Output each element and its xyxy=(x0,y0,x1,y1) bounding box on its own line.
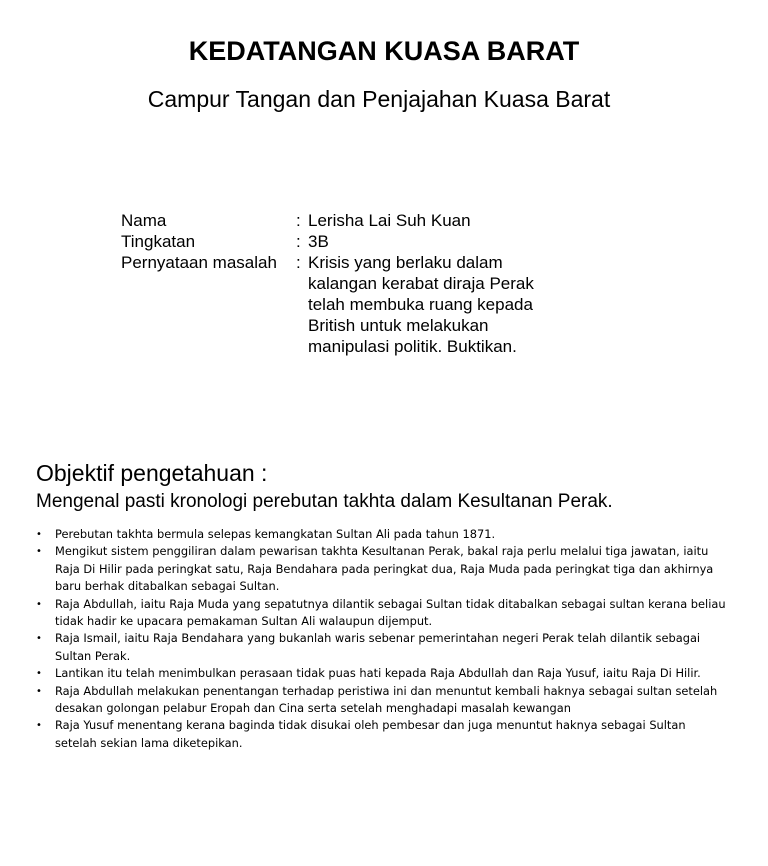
info-row-class xyxy=(121,231,568,252)
list-item: • Raja Abdullah melakukan penentangan terhadap peristiwa ini dan menuntut kembali haknya sebagai sultan setelah desakan golongan pelabur Eropah dan Cina serta setelah menghadapi masalah kewangan xyxy=(36,683,726,718)
list-item: • Raja Abdullah, iaitu Raja Muda yang sepatutnya dilantik sebagai Sultan tidak ditabalkan sebagai sultan kerana beliau tidak hadir ke upacara pemakaman Sultan Ali walaupun dijemput. xyxy=(36,596,726,631)
bullet-list xyxy=(36,526,726,752)
objective-heading: Objektif pengetahuan : xyxy=(36,460,268,486)
list-item: • Mengikut sistem penggiliran dalam pewarisan takhta Kesultanan Perak, bakal raja perlu melalui tiga jawatan, iaitu Raja Di Hilir pada peringkat satu, Raja Bendahara pada peringkat dua, Raja Muda pada peringkat tiga dan akhirnya baru berhak ditabalkan sebagai Sultan. xyxy=(36,543,726,595)
info-colon: : xyxy=(296,232,301,251)
info-value: 3B xyxy=(308,232,329,251)
info-key: Nama xyxy=(121,211,167,230)
info-value: Lerisha Lai Suh Kuan xyxy=(308,211,471,230)
info-key: Pernyataan masalah xyxy=(121,253,277,272)
list-item: • Lantikan itu telah menimbulkan perasaan tidak puas hati kepada Raja Abdullah dan Raja Yusuf, iaitu Raja Di Hilir. xyxy=(36,665,726,682)
info-colon: : xyxy=(296,253,301,272)
list-item: • Perebutan takhta bermula selepas kemangkatan Sultan Ali pada tahun 1871. xyxy=(36,526,726,543)
list-item: • Raja Yusuf menentang kerana baginda tidak disukai oleh pembesar dan juga menuntut haknya sebagai Sultan setelah sekian lama diketepikan. xyxy=(36,717,726,752)
info-value: Krisis yang berlaku dalam kalangan kerabat diraja Perak telah membuka ruang kepada British untuk melakukan manipulasi politik. Buktikan. xyxy=(308,253,534,356)
student-info xyxy=(121,210,568,357)
objective-subheading: Mengenal pasti kronologi perebutan takhta dalam Kesultanan Perak. xyxy=(36,491,613,512)
list-item: • Raja Ismail, iaitu Raja Bendahara yang bukanlah waris sebenar pemerintahan negeri Perak telah dilantik sebagai Sultan Perak. xyxy=(36,630,726,665)
info-colon: : xyxy=(296,211,301,230)
page-title: KEDATANGAN KUASA BARAT xyxy=(188,36,580,66)
info-row-name xyxy=(121,210,568,231)
info-row-problem xyxy=(121,252,568,357)
page-subtitle: Campur Tangan dan Penjajahan Kuasa Barat xyxy=(147,86,611,112)
info-key: Tingkatan xyxy=(121,232,196,251)
